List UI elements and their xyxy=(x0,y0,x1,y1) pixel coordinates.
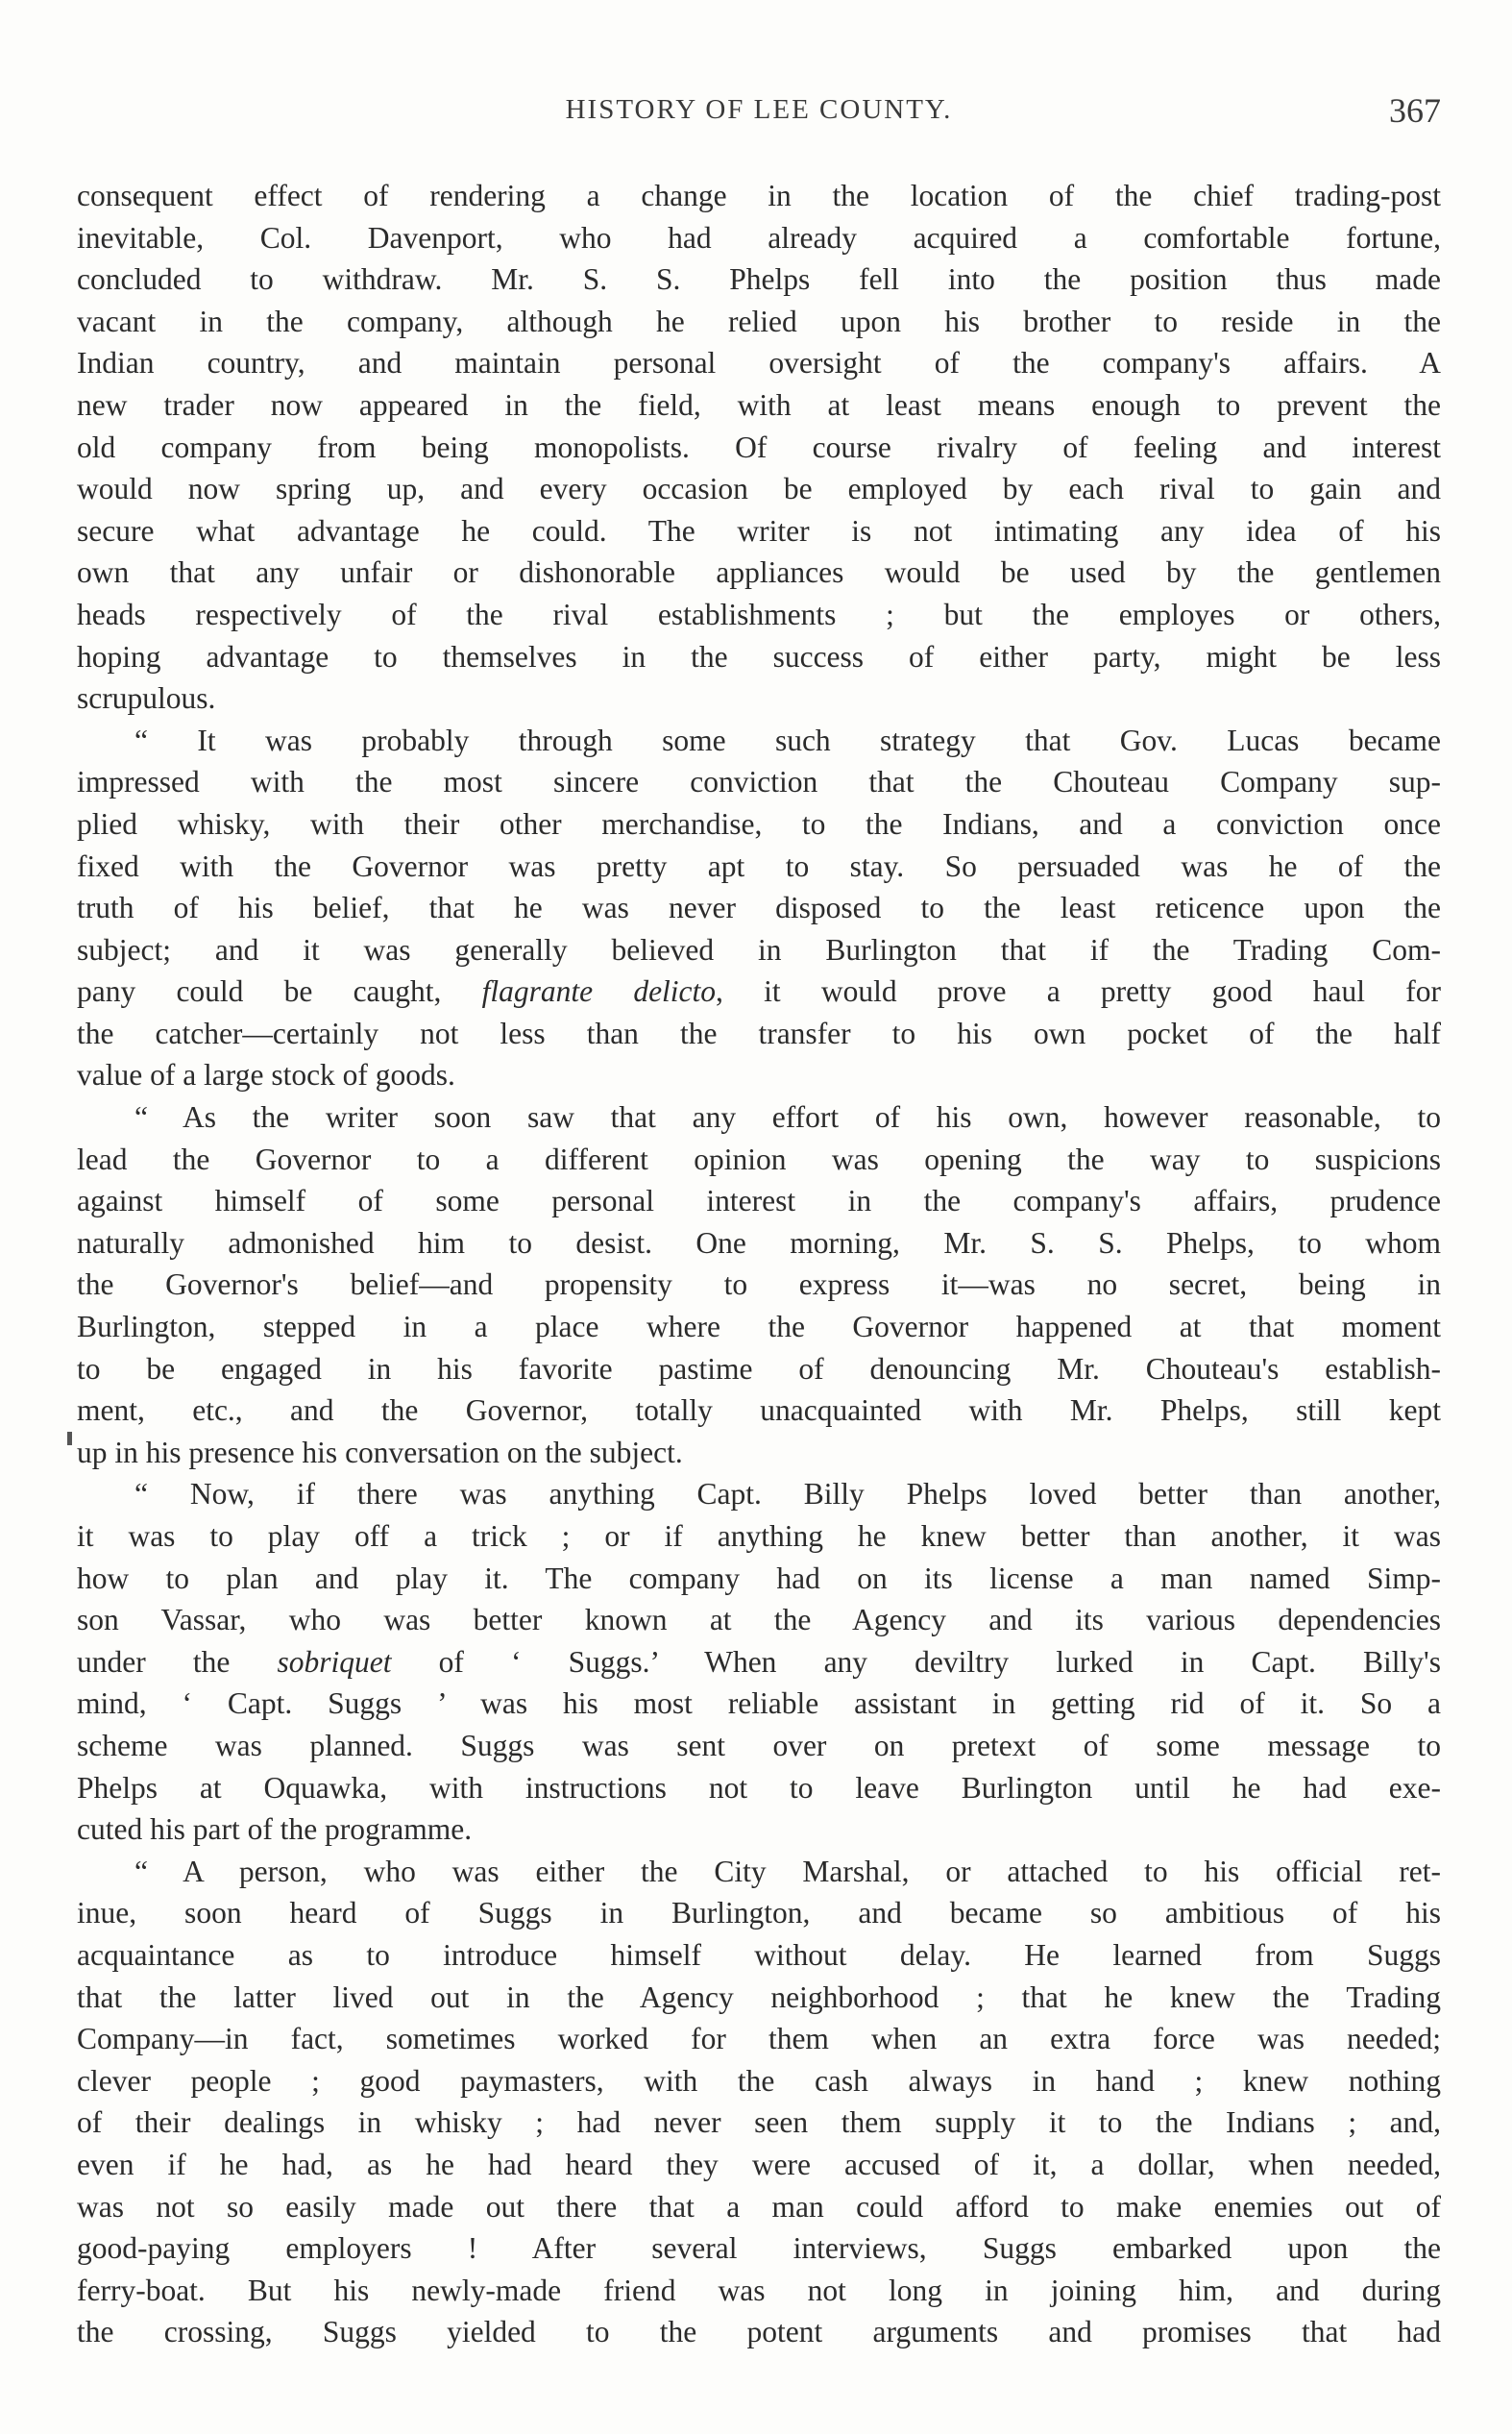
text-line: impressed with the most sincere conviction that the Chouteau Company sup- xyxy=(77,765,1441,799)
text-line: son Vassar, who was better known at the Agency and its various dependencies xyxy=(77,1603,1441,1637)
page-number: 367 xyxy=(1389,91,1441,130)
text-line: cuted his part of the programme. xyxy=(77,1812,473,1847)
text-line: old company from being monopolists. Of course rivalry of feeling and interest xyxy=(77,430,1441,464)
text-line: fixed with the Governor was pretty apt to stay. So persuaded was he of the xyxy=(77,848,1441,883)
text-line: mind, ‘ Capt. Suggs ’ was his most reliable assistant in getting rid of it. So a xyxy=(77,1686,1441,1721)
print-mark xyxy=(67,1432,72,1445)
text-line: own that any unfair or dishonorable appliances would be used by the gentlemen xyxy=(77,555,1441,590)
text-line: new trader now appeared in the field, with at least means enough to prevent the xyxy=(77,387,1441,422)
text-line: to be engaged in his favorite pastime of denouncing Mr. Chouteau's establish- xyxy=(77,1351,1441,1386)
text-line: good-paying employers ! After several interviews, Suggs embarked upon the xyxy=(77,2231,1441,2266)
text-line: it was to play off a trick ; or if anything he knew better than another, it was xyxy=(77,1519,1441,1553)
text-line: Indian country, and maintain personal oversight of the company's affairs. A xyxy=(77,346,1441,381)
text-line: hoping advantage to themselves in the success of either party, might be less xyxy=(77,639,1441,674)
body-text xyxy=(77,175,1441,2353)
text-line: against himself of some personal interest in the company's affairs, prudence xyxy=(77,1184,1441,1218)
text-line: would now spring up, and every occasion be employed by each rival to gain and xyxy=(77,472,1441,506)
text-line: Phelps at Oquawka, with instructions not to leave Burlington until he had exe- xyxy=(77,1770,1441,1805)
text-line: truth of his belief, that he was never disposed to the least reticence upon the xyxy=(77,891,1441,925)
text-line: scrupulous. xyxy=(77,681,216,716)
text-line: consequent effect of rendering a change in the location of the chief trading-post xyxy=(77,179,1441,212)
text-line: heads respectively of the rival establishments ; but the employes or others, xyxy=(77,597,1441,631)
text-line: value of a large stock of goods. xyxy=(77,1058,455,1093)
text-line: clever people ; good paymasters, with the cash always in hand ; knew nothing xyxy=(77,2063,1441,2098)
text-line: Company—in fact, sometimes worked for them when an extra force was needed; xyxy=(77,2022,1441,2056)
text-line: secure what advantage he could. The writer is not intimating any idea of his xyxy=(77,513,1441,548)
text-line: ment, etc., and the Governor, totally unacquainted with Mr. Phelps, still kept xyxy=(77,1393,1441,1428)
text-line: subject; and it was generally believed in Burlington that if the Trading Com- xyxy=(77,932,1441,967)
text-line: of their dealings in whisky ; had never seen them supply it to the Indians ; and, xyxy=(77,2105,1441,2140)
text-line: concluded to withdraw. Mr. S. S. Phelps fell into the position thus made xyxy=(77,262,1441,297)
text-line: vacant in the company, although he relied upon his brother to reside in the xyxy=(77,304,1441,338)
text-line: how to plan and play it. The company had on its license a man named Simp- xyxy=(77,1561,1441,1595)
text-line: scheme was planned. Suggs was sent over on pretext of some message to xyxy=(77,1728,1441,1762)
text-line: ferry-boat. But his newly-made friend was not long in joining him, and during xyxy=(77,2273,1441,2307)
text-line: pany could be caught, flagrante delicto, it would prove a pretty good haul for xyxy=(77,974,1441,1009)
text-line: the crossing, Suggs yielded to the potent arguments and promises that had xyxy=(77,2315,1441,2349)
text-line: the Governor's belief—and propensity to express it—was no secret, being in xyxy=(77,1267,1441,1302)
text-line: even if he had, as he had heard they were accused of it, a dollar, when needed, xyxy=(77,2147,1441,2181)
text-line: was not so easily made out there that a man could afford to make enemies out of xyxy=(77,2189,1441,2224)
text-line: “ Now, if there was anything Capt. Billy Phelps loved better than another, xyxy=(134,1477,1441,1512)
text-line: Burlington, stepped in a place where the Governor happened at that moment xyxy=(77,1310,1441,1344)
text-line: “ As the writer soon saw that any effort of his own, however reasonable, to xyxy=(134,1100,1441,1135)
text-line: “ A person, who was either the City Marshal, or attached to his official ret- xyxy=(134,1854,1441,1888)
page-header xyxy=(77,91,1441,142)
text-line: plied whisky, with their other merchandise, to the Indians, and a conviction once xyxy=(77,806,1441,841)
text-line: lead the Governor to a different opinion was opening the way to suspicions xyxy=(77,1142,1441,1176)
text-line: “ It was probably through some such strategy that Gov. Lucas became xyxy=(134,723,1441,757)
text-line: under the sobriquet of ‘ Suggs.’ When any deviltry lurked in Capt. Billy's xyxy=(77,1644,1441,1679)
running-head: HISTORY OF LEE COUNTY. xyxy=(565,94,953,125)
text-line: inue, soon heard of Suggs in Burlington, and became so ambitious of his xyxy=(77,1896,1441,1930)
text-line: the catcher—certainly not less than the transfer to his own pocket of the half xyxy=(77,1016,1441,1050)
text-line: inevitable, Col. Davenport, who had already acquired a comfortable fortune, xyxy=(77,220,1441,255)
text-line: acquaintance as to introduce himself without delay. He learned from Suggs xyxy=(77,1937,1441,1972)
text-line: that the latter lived out in the Agency neighborhood ; that he knew the Trading xyxy=(77,1979,1441,2014)
text-line: up in his presence his conversation on the subject. xyxy=(77,1435,683,1469)
text-line: naturally admonished him to desist. One morning, Mr. S. S. Phelps, to whom xyxy=(77,1225,1441,1260)
